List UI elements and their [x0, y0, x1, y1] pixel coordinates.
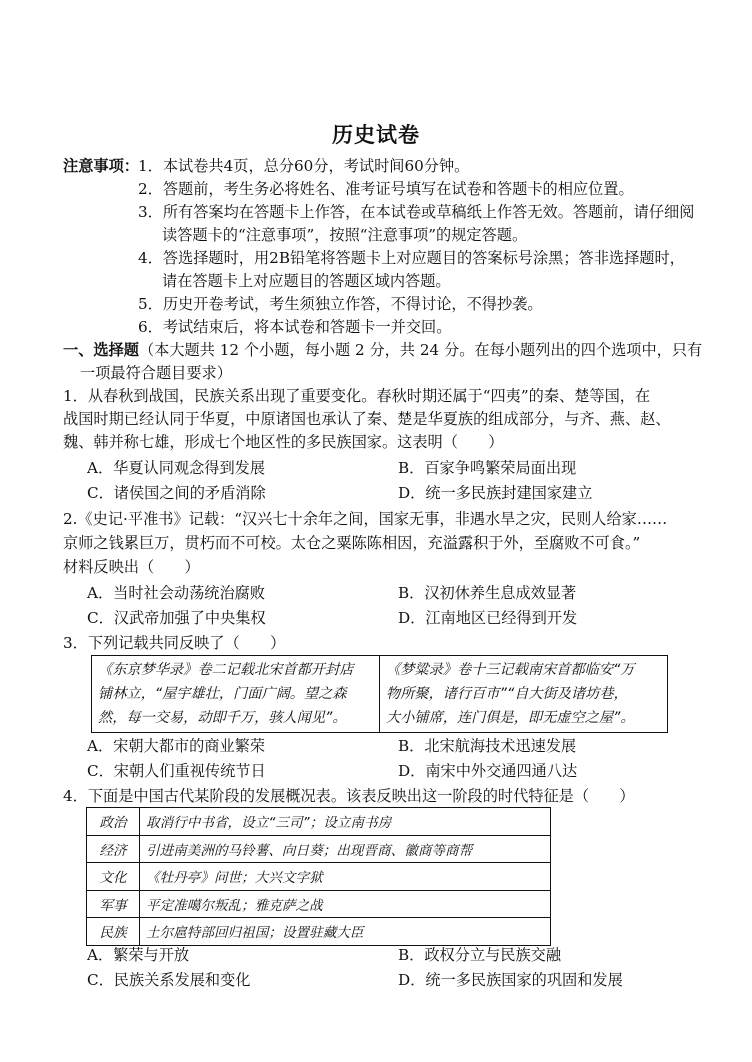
table-row: 军事 平定准噶尔叛乱；雅克萨之战: [87, 890, 551, 918]
option-b: B．北宋航海技术迅速发展: [398, 737, 577, 755]
option-b: B．汉初休养生息成效显著: [398, 584, 577, 602]
section-desc: （本大题共 12 个小题，每小题 2 分，共 24 分。在每小题列出的四个选项中，只有: [138, 341, 703, 359]
note-item: 2．答题前，考生务必将姓名、准考证号填写在试卷和答题卡的相应位置。: [138, 180, 634, 198]
question-stem: 京师之钱累巨万，贯朽而不可校。太仓之粟陈陈相因，充溢露积于外，至腐败不可食。”: [63, 534, 641, 552]
note-item: 3．所有答案均在答题卡上作答，在本试卷或草稿纸上作答无效。答题前，请仔细阅: [138, 203, 695, 221]
note-item: 5．历史开卷考试，考生须独立作答，不得讨论，不得抄袭。: [138, 295, 543, 313]
option-d: D．统一多民族封建国家建立: [398, 484, 593, 502]
notes-label: 注意事项：: [63, 157, 139, 175]
note-item: 读答题卡的“注意事项”，按照“注意事项”的规定答题。: [162, 226, 528, 244]
question-stem: 1．从春秋到战国，民族关系出现了重要变化。春秋时期还属于“四夷”的秦、楚等国，在: [63, 387, 651, 405]
option-b: B．百家争鸣繁荣局面出现: [398, 459, 577, 477]
option-c: C．诸侯国之间的矛盾消除: [87, 484, 266, 502]
question-stem: 材料反映出（ ）: [63, 558, 200, 576]
source-left: 《东京梦华录》卷二记载北宋首都开封店 铺林立，“屋宇雄壮，门面广阔。望之森 然，每一交易，动即千万，骇人闻见”。: [92, 656, 380, 733]
option-a: A．华夏认同观念得到发展: [87, 459, 266, 477]
note-item: 请在答题卡上对应题目的答题区域内答题。: [162, 272, 451, 290]
section-desc-2: 一项最符合题目要求）: [80, 364, 232, 382]
option-d: D．南宋中外交通四通八达: [398, 762, 578, 780]
source-right: 《梦粱录》卷十三记载南宋首都临安“万 物所聚，诸行百市”“自大街及诸坊巷， 大小铺席，连门俱是，即无虚空之屋”。: [380, 656, 668, 733]
option-c: C．汉武帝加强了中央集权: [87, 609, 266, 627]
option-a: A．繁荣与开放: [87, 946, 190, 964]
question-stem: 3．下列记载共同反映了（ ）: [63, 634, 286, 652]
question-stem: 4．下面是中国古代某阶段的发展概况表。该表反映出这一阶段的时代特征是（ ）: [63, 787, 635, 805]
overview-table: [86, 807, 551, 946]
note-item: 6．考试结束后，将本试卷和答题卡一并交回。: [138, 318, 452, 336]
option-c: C．宋朝人们重视传统节日: [87, 762, 266, 780]
table-row: 经济 引进南美洲的马铃薯、向日葵；出现晋商、徽商等商帮: [87, 835, 551, 863]
option-a: A．宋朝大都市的商业繁荣: [87, 737, 266, 755]
option-d: D．统一多民族国家的巩固和发展: [398, 971, 623, 989]
table-row: 文化 《牡丹亭》问世；大兴文字狱: [87, 863, 551, 891]
table-row: 政治 取消行中书省，设立“三司”；设立南书房: [87, 808, 551, 836]
question-stem: 2.《史记·平准书》记载：“汉兴七十余年之间，国家无事，非遇水旱之灾，民则人给家……: [63, 510, 668, 528]
option-d: D．江南地区已经得到开发: [398, 609, 578, 627]
question-stem: 战国时期已经认同于华夏，中原诸国也承认了秦、楚是华夏族的组成部分，与齐、燕、赵、: [63, 410, 671, 428]
option-a: A．当时社会动荡统治腐败: [87, 584, 266, 602]
note-item: 1．本试卷共4页，总分60分，考试时间60分钟。: [138, 157, 470, 175]
option-b: B．政权分立与民族交融: [398, 946, 562, 964]
source-table: [91, 655, 668, 733]
note-item: 4．答选择题时，用2B铅笔将答题卡上对应题目的答案标号涂黑；答非选择题时，: [138, 249, 685, 267]
option-c: C．民族关系发展和变化: [87, 971, 251, 989]
question-stem: 魏、韩并称七雄，形成七个地区性的多民族国家。这表明（ ）: [63, 433, 504, 451]
page-title: 历史试卷: [332, 122, 420, 147]
section-label: 一、选择题: [63, 341, 139, 359]
table-row: 民族 土尔扈特部回归祖国；设置驻藏大臣: [87, 918, 551, 946]
